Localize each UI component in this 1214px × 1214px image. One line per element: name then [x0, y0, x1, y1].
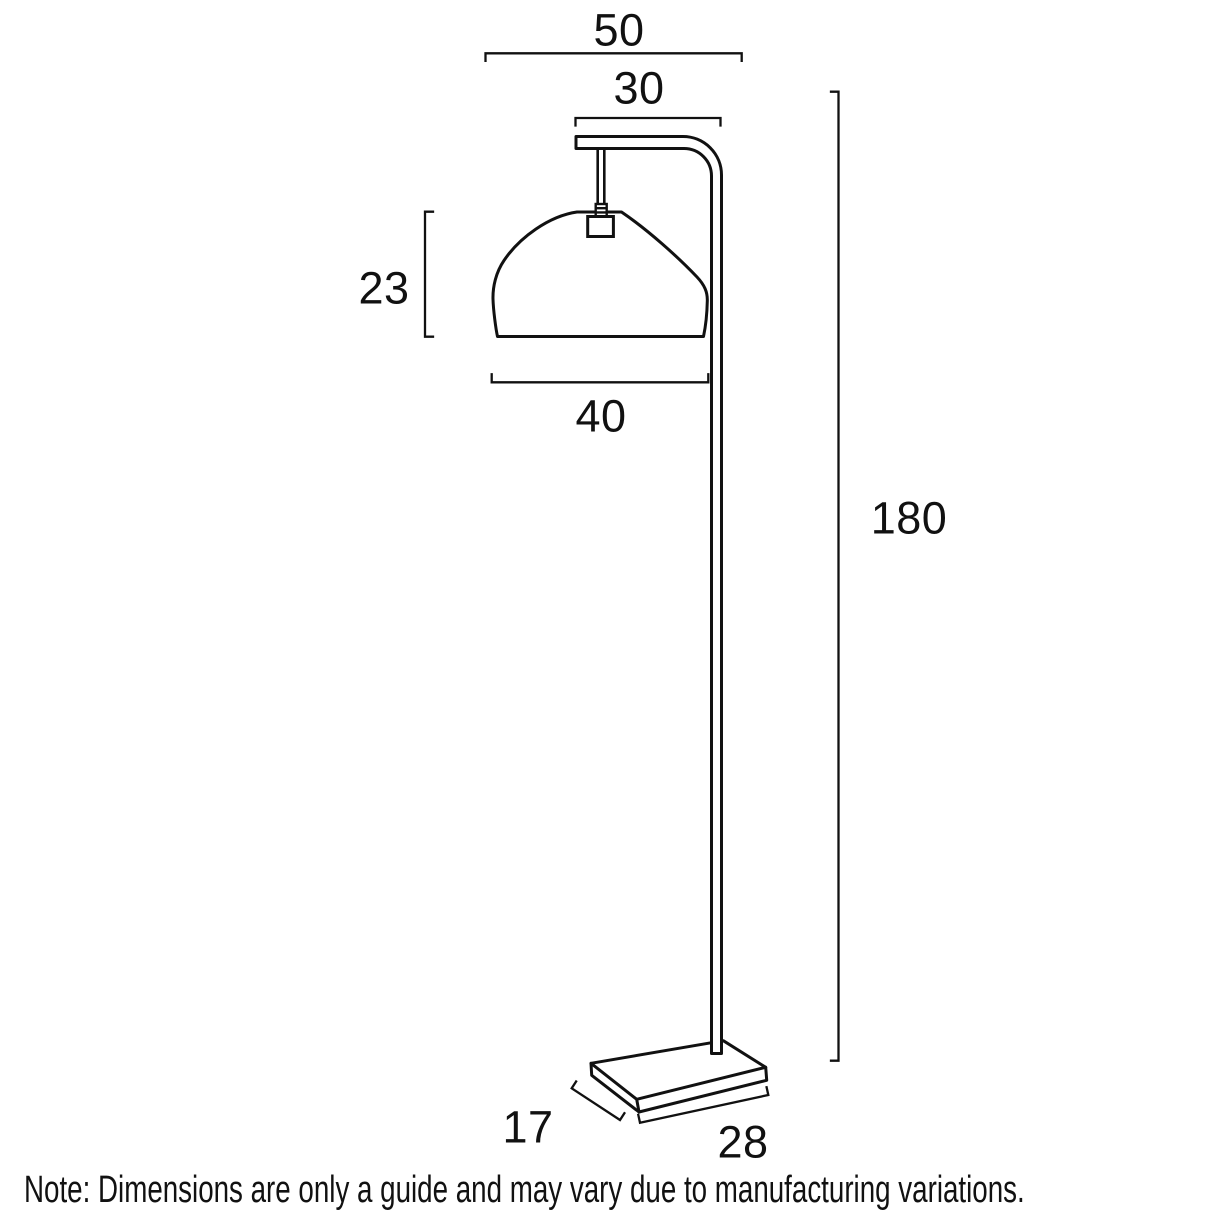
dim-line-total-height [831, 92, 839, 1061]
dim-label-shade-height: 23 [358, 262, 410, 314]
dimension-lines [425, 53, 839, 1122]
dim-line-arm-width [576, 118, 721, 126]
lamp-socket [588, 217, 614, 237]
lamp-rod [598, 149, 605, 205]
dim-label-base-width: 28 [717, 1116, 769, 1168]
dim-line-shade-width [492, 374, 709, 382]
lamp-rod-connector [596, 204, 607, 217]
dim-label-total-width: 50 [593, 4, 645, 56]
dim-line-shade-height [425, 212, 433, 337]
dimensions-note: Note: Dimensions are only a guide and may vary due to manufacturing variations. [24, 1169, 1025, 1211]
dim-label-base-depth: 17 [502, 1101, 554, 1153]
dim-label-arm-width: 30 [613, 62, 665, 114]
dim-label-total-height: 180 [870, 492, 948, 544]
dim-label-shade-width: 40 [575, 390, 627, 442]
